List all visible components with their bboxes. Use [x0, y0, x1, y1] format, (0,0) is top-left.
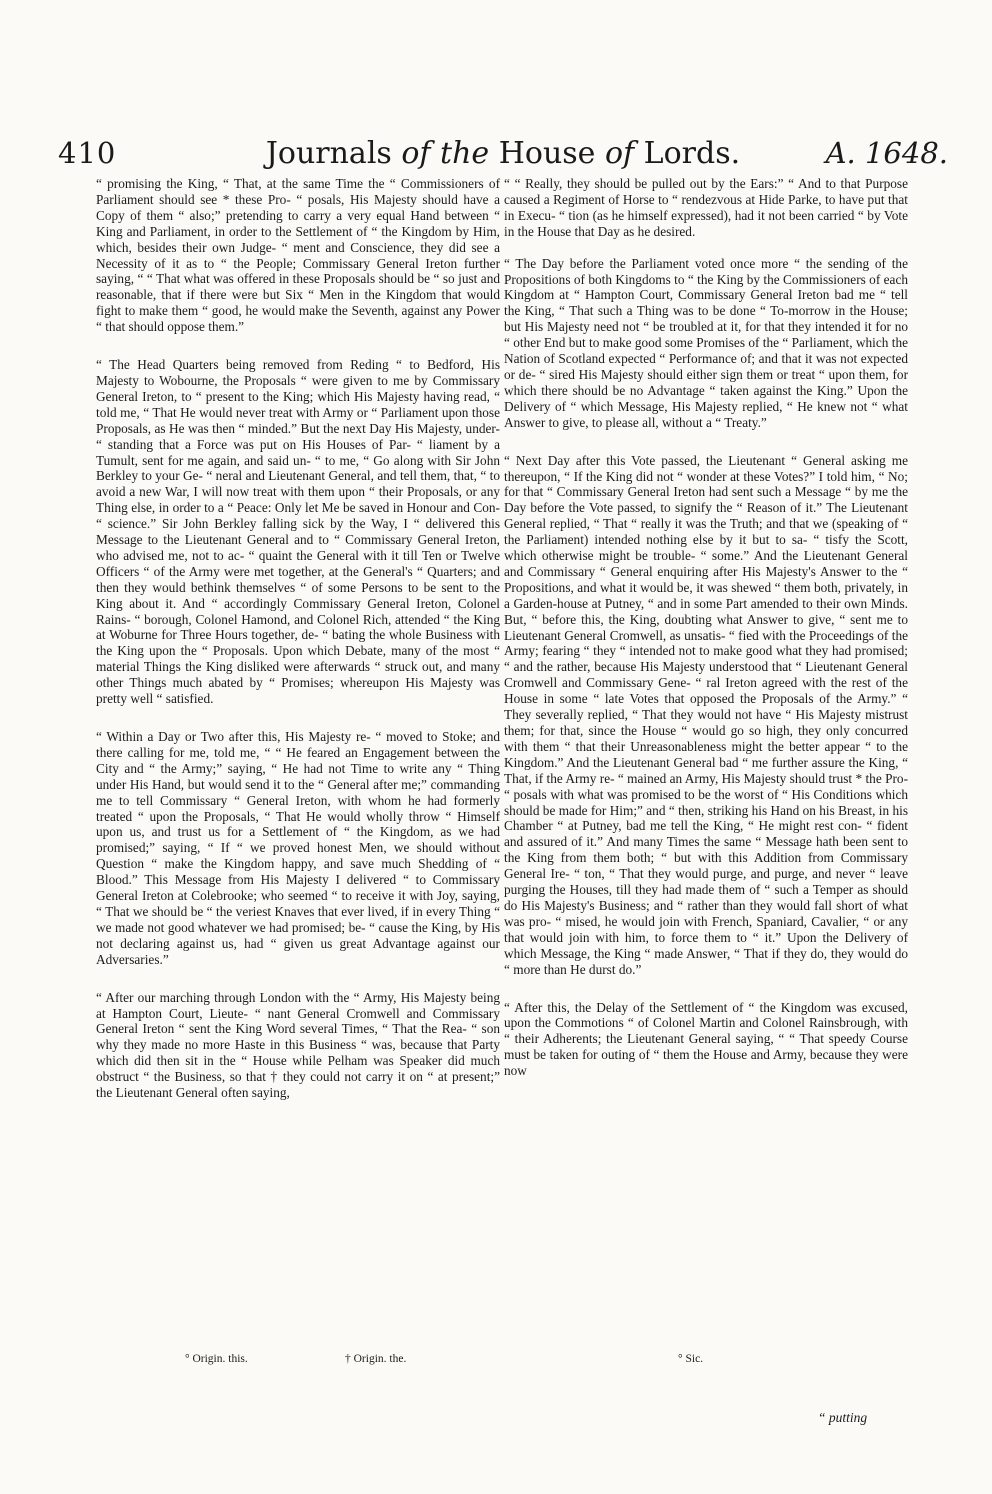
paragraph: “ Within a Day or Two after this, His Majesty re- “ moved to Stoke; and there calling for me, told me, “ “ He feared an Engagement between the City and “ the Army;” saying, “ He had not Time to write any “ Thing under His Hand, but would send it to the “ General after me;” commanding me to tell Commissary “ General Ireton, with whom he had formerly treated “ upon the Proposals, “ That He would wholly throw “ Himself upon us, and trust us for a Settlement of “ the Kingdom, as we had promised;” saying, “ If “ we proved honest Men, we should without Question “ make the Kingdom happy, and save much Shedding of “ Blood.” This Message from His Majesty I delivered “ to Commissary General Ireton at Colebrooke; who seemed “ to receive it with Joy, saying, “ That we should be “ the veriest Knaves that ever lived, if in every Thing “ we made not good whatever we had promised; be- “ cause the King, by His not declaring against us, had “ given us great Advantage against our Adversaries.”: [96, 729, 500, 967]
paragraph: “ After our marching through London with the “ Army, His Majesty being at Hampton Court, Lieute- “ nant General Cromwell and Commissary General Ireton “ sent the King Word several Times, “ That the Rea- “ son why they made no more Haste in this Business “ was, because that Party which did then sit in the “ House while Pelham was Speaker did much obstruct “ the Business, so that † they could not carry it on “ at present;” the Lieutenant General often saying,: [96, 989, 500, 1101]
right-column: [504, 176, 908, 1079]
title-lords: Lords.: [634, 136, 741, 171]
title-the: the: [430, 136, 490, 171]
paragraph: “ promising the King, “ That, at the same Time the “ Commissioners of Parliament should see * these Pro- “ posals, His Majesty should have a Copy of them “ also;” pretending to carry a very equal Hand between “ King and Parliament, in order to the Settlement of “ the Kingdom by Him, which, besides their own Judge- “ ment and Conscience, they did see a Necessity of it as to “ the People; Commissary General Ireton further saying, “ “ That what was offered in these Proposals should be “ so just and reasonable, that if there were but Six “ Men in the Kingdom that would fight to make them “ good, he would make the Seventh, against any Power “ that should oppose them.”: [96, 176, 500, 335]
title-journals: Journals: [265, 136, 402, 171]
page-number: 410: [58, 136, 117, 170]
running-title: [58, 136, 948, 171]
paragraph: “ Next Day after this Vote passed, the Lieutenant “ General asking me thereupon, “ If the King did not “ wonder at these Votes?” I told him, “ No; for that “ Commissary General Ireton had sent such a Message “ by me the Day before the Vote passed, to signify the “ Reason of it.” The Lieutenant General replied, “ That “ really it was the Truth; and that we (speaking of “ the Parliament) intended nothing else by it but to sa- “ tisfy the Scott, which otherwise might be trouble- “ some.” And the Lieutenant General and Commissary “ General enquiring after His Majesty's Answer to the “ Propositions, and what it would be, it was shewed “ them both, privately, in a Garden-house at Putney, “ and in some Part amended to their own Minds. But, “ before this, the King, doubting what Answer to give, “ sent me to Lieutenant General Cromwell, as unsatis- “ fied with the Proceedings of the Army; fearing “ they “ intended not to make good what they had promised; “ and the rather, because His Majesty understood that “ Lieutenant General Cromwell and Commissary Gene- “ ral Ireton agreed with the rest of the House in some “ late Votes that opposed the Proposals of the Army.” “ They severally replied, “ That they would not have “ His Majesty mistrust them; for that, since the House “ would go so high, they only concurred with them “ that their Unreasonableness might the better appear “ to the Kingdom.” And the Lieutenant General bad “ me further assure the King, “ That, if the Army re- “ mained an Army, His Majesty should trust * the Pro- “ posals with what was promised to be the worst of “ His Conditions which should be made for Him;” and “ then, striking his Hand on his Breast, in his Chamber “ at Putney, bad me tell the King, “ He might rest con- “ fident and assured of it.” And many Times the same “ Message hath been sent to the King from them both; “ but with this Addition from Commissary General Ire- “ ton, “ That they would purge, and purge, and never “ leave purging the Houses, till they had made them of “ such a Temper as should do His Majesty's Business; and “ rather than they would fall short of what was pro- “ mised, he would join with French, Spaniard, Cavalier, “ or any that would join with him, to force them to “ it.” Upon the Delivery of which Message, the King “ made Answer, “ That if they do, they would do “ more than He durst do.”: [504, 452, 908, 977]
paragraph: “ “ Really, they should be pulled out by the Ears:” “ And to that Purpose caused a Regiment of Horse to “ rendezvous at Hide Parke, to have put that in Execu- “ tion (as he himself expressed), had it not been carried “ by Vote in the House that Day as he desired.: [504, 176, 908, 239]
year: A. 1648.: [825, 136, 948, 170]
footnote: ° Sic.: [678, 1353, 704, 1365]
paragraph: “ After this, the Delay of the Settlement of “ the Kingdom was excused, upon the Commotions “ of Colonel Martin and Colonel Rainsbrough, with “ their Adherents; the Lieutenant General saying, “ “ That speedy Course must be taken for outing of “ them the House and Army, because they were now: [504, 999, 908, 1079]
footnote: † Origin. the.: [345, 1353, 407, 1365]
catchword: “ putting: [818, 1410, 868, 1425]
footnote: ° Origin. this.: [185, 1353, 248, 1365]
title-house: House: [489, 136, 605, 171]
paragraph: “ The Day before the Parliament voted once more “ the sending of the Propositions of both Kingdoms to “ the King by the Commissioners of each Kingdom at “ Hampton Court, Commissary General Ireton bad me “ tell the King, “ That such a Thing was to be done “ To-morrow in the House; but His Majesty need not “ be troubled at it, for that they intended it for no “ other End but to make good some Promises of the “ Parliament, which the Nation of Scotland expected “ Performance of; and that it was not expected or de- “ sired His Majesty should either sign them or treat “ upon them, for which there should be no Advantage “ taken against the King.” Upon the Delivery of “ which Message, His Majesty replied, “ He knew not “ what Answer to give, to please all, without a “ Treaty.”: [504, 255, 908, 430]
title-of-1: of: [401, 136, 431, 171]
paragraph: “ The Head Quarters being removed from Reding “ to Bedford, His Majesty to Wobourne, the Proposals “ were given to me by Commissary General Ireton, to “ present to the King; which His Majesty having read, “ told me, “ That He would never treat with Army or “ Parliament upon those Proposals, as He was then “ minded.” But the next Day His Majesty, under- “ standing that a Force was put on His Houses of Par- “ liament by a Tumult, sent for me again, and said un- “ to me, “ Go along with Sir John Berkley to your Ge- “ neral and Lieutenant General, and tell them, that, “ to avoid a new War, I will now treat with them upon “ their Proposals, or any Thing else, in order to a “ Peace: Only let Me be saved in Honour and Con- “ science.” Sir John Berkley falling sick by the Way, I “ delivered this Message to the Lieutenant General and to “ Commissary General Ireton, who advised me, not to ac- “ quaint the General with it till Ten or Twelve Officers “ of the Army were met together, at the General's “ Quarters; and then they would bethink themselves “ of some Persons to be sent to the King about it. And “ accordingly Commissary General Ireton, Colonel Rains- “ borough, Colonel Hamond, and Colonel Rich, attended “ the King at Woburne for Three Hours together, de- “ bating the whole Business with the King upon the “ Proposals. Upon which Debate, many of the most “ material Things the King disliked were afterwards “ struck out, and many other Things much abated by “ Promises; whereupon His Majesty was pretty well “ satisfied.: [96, 357, 500, 707]
title-of-2: of: [604, 136, 635, 171]
left-column: [96, 176, 500, 1101]
